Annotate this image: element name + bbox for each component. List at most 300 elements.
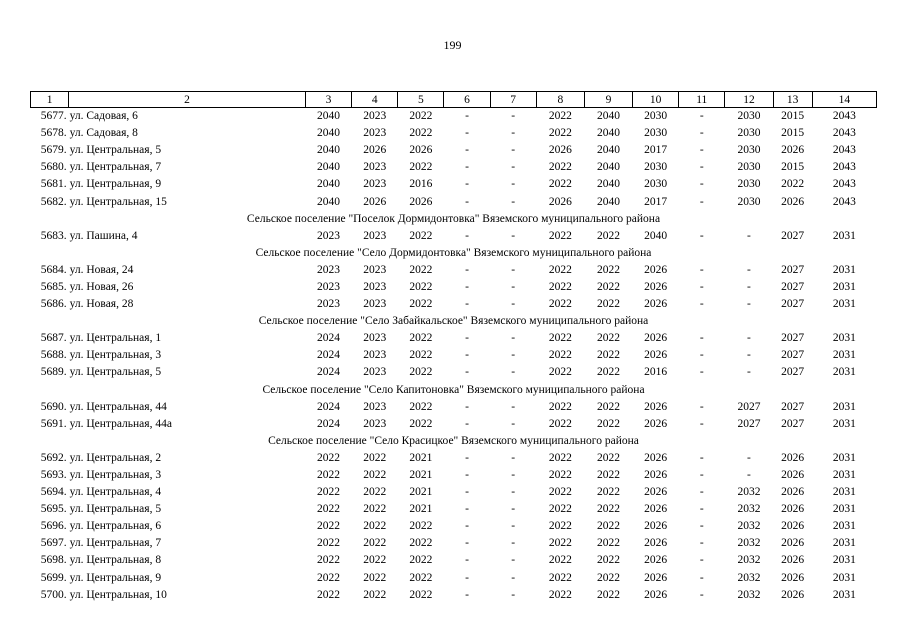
year-cell-col-11: -	[699, 366, 704, 379]
year-cell-col-9: 2040	[596, 144, 620, 157]
year-cell-col-5: 2022	[409, 366, 433, 379]
year-cell-col-14: 2031	[832, 588, 856, 601]
year-cell-col-12: 2032	[737, 503, 761, 516]
year-cell-col-6: -	[465, 520, 469, 533]
year-cell-col-9: 2022	[596, 451, 620, 464]
year-cell-col-14: 2031	[832, 298, 856, 311]
year-cell-col-9: 2022	[596, 503, 620, 516]
year-cell-col-14: 2031	[832, 486, 856, 499]
year-cell-col-6: -	[465, 298, 469, 311]
year-cell-col-11: -	[699, 332, 704, 345]
row-number: 5698.	[40, 554, 67, 567]
year-cell-col-14: 2043	[832, 195, 856, 208]
year-cell-col-11: -	[699, 588, 704, 601]
year-cell-col-4: 2022	[363, 588, 387, 601]
year-cell-col-12: 2032	[737, 537, 761, 550]
row-number: 5697.	[40, 537, 67, 550]
table-body	[31, 108, 877, 604]
year-cell-col-8: 2022	[548, 178, 572, 191]
year-cell-col-5: 2022	[409, 110, 433, 123]
year-cell-col-5: 2022	[409, 520, 433, 533]
year-cell-col-6: -	[465, 195, 469, 208]
year-cell-col-14: 2043	[832, 178, 856, 191]
year-cell-col-5: 2022	[409, 161, 433, 174]
year-cell-col-7: -	[511, 520, 516, 533]
year-cell-col-13: 2026	[781, 520, 805, 533]
year-cell-col-8: 2022	[548, 127, 572, 140]
year-cell-col-5: 2021	[409, 486, 433, 499]
address-cell: ул. Центральная, 15	[69, 195, 167, 208]
year-cell-col-6: -	[465, 280, 469, 293]
year-cell-col-6: -	[465, 571, 469, 584]
year-cell-col-6: -	[465, 588, 469, 601]
table-row	[31, 176, 877, 193]
address-cell: ул. Пашина, 4	[69, 229, 138, 242]
year-cell-col-12: 2030	[737, 110, 761, 123]
year-cell-col-13: 2015	[781, 110, 805, 123]
year-cell-col-13: 2027	[781, 298, 805, 311]
column-header-1: 1	[31, 92, 69, 108]
year-cell-col-13: 2027	[781, 417, 805, 430]
year-cell-col-7: -	[511, 417, 516, 430]
year-cell-col-10: 2026	[644, 503, 668, 516]
year-cell-col-14: 2031	[832, 520, 856, 533]
year-cell-col-7: -	[511, 127, 516, 140]
year-cell-col-14: 2031	[832, 554, 856, 567]
year-cell-col-11: -	[699, 229, 704, 242]
row-number: 5691.	[40, 417, 67, 430]
year-cell-col-3: 2040	[317, 161, 341, 174]
year-cell-col-9: 2022	[596, 349, 620, 362]
year-cell-col-7: -	[511, 195, 516, 208]
year-cell-col-8: 2022	[548, 280, 572, 293]
table-row	[31, 228, 877, 245]
year-cell-col-8: 2022	[548, 571, 572, 584]
year-cell-col-3: 2022	[317, 571, 341, 584]
table-row	[31, 587, 877, 604]
year-cell-col-14: 2031	[832, 503, 856, 516]
table-row	[31, 159, 877, 176]
row-number: 5683.	[40, 229, 67, 242]
section-title: Сельское поселение "Поселок Дормидонтовка" Вяземского муниципального района	[246, 212, 661, 225]
year-cell-col-7: -	[511, 588, 516, 601]
column-header-2: 2	[69, 92, 306, 108]
year-cell-col-8: 2022	[548, 298, 572, 311]
column-header-13: 13	[773, 92, 812, 108]
year-cell-col-14: 2031	[832, 280, 856, 293]
table-row	[31, 467, 877, 484]
year-cell-col-3: 2022	[317, 469, 341, 482]
address-cell: ул. Центральная, 3	[69, 349, 162, 362]
year-cell-col-9: 2022	[596, 588, 620, 601]
table-header	[31, 92, 877, 108]
year-cell-col-4: 2023	[363, 229, 387, 242]
table-row	[31, 552, 877, 569]
year-cell-col-12: 2032	[737, 571, 761, 584]
year-cell-col-8: 2022	[548, 366, 572, 379]
year-cell-col-14: 2031	[832, 332, 856, 345]
year-cell-col-5: 2022	[409, 400, 433, 413]
year-cell-col-9: 2040	[596, 178, 620, 191]
section-row	[31, 433, 877, 450]
year-cell-col-14: 2031	[832, 263, 856, 276]
year-cell-col-8: 2022	[548, 161, 572, 174]
year-cell-col-10: 2040	[644, 229, 668, 242]
column-header-12: 12	[725, 92, 773, 108]
year-cell-col-6: -	[465, 503, 469, 516]
year-cell-col-5: 2022	[409, 537, 433, 550]
year-cell-col-12: -	[747, 229, 751, 242]
year-cell-col-6: -	[465, 417, 469, 430]
year-cell-col-13: 2026	[781, 571, 805, 584]
year-cell-col-7: -	[511, 161, 516, 174]
table-row	[31, 364, 877, 381]
year-cell-col-4: 2026	[363, 195, 387, 208]
year-cell-col-6: -	[465, 161, 469, 174]
year-cell-col-4: 2022	[363, 469, 387, 482]
address-cell: ул. Центральная, 7	[69, 537, 162, 550]
row-number: 5680.	[40, 161, 67, 174]
year-cell-col-10: 2030	[644, 127, 668, 140]
year-cell-col-12: 2030	[737, 144, 761, 157]
year-cell-col-3: 2023	[317, 229, 341, 242]
year-cell-col-14: 2043	[832, 110, 856, 123]
year-cell-col-14: 2043	[832, 144, 856, 157]
year-cell-col-13: 2026	[781, 486, 805, 499]
year-cell-col-12: 2030	[737, 195, 761, 208]
section-row	[31, 382, 877, 399]
year-cell-col-11: -	[699, 127, 704, 140]
table-row	[31, 108, 877, 126]
year-cell-col-10: 2026	[644, 349, 668, 362]
row-number: 5679.	[40, 144, 67, 157]
year-cell-col-4: 2026	[363, 144, 387, 157]
year-cell-col-11: -	[699, 144, 704, 157]
year-cell-col-9: 2022	[596, 486, 620, 499]
year-cell-col-13: 2026	[781, 144, 805, 157]
address-cell: ул. Новая, 28	[69, 298, 134, 311]
year-cell-col-11: -	[699, 503, 704, 516]
year-cell-col-10: 2026	[644, 588, 668, 601]
year-cell-col-12: 2032	[737, 486, 761, 499]
address-cell: ул. Новая, 26	[69, 280, 134, 293]
header-row	[31, 92, 877, 108]
year-cell-col-3: 2022	[317, 520, 341, 533]
year-cell-col-12: 2030	[737, 161, 761, 174]
year-cell-col-6: -	[465, 486, 469, 499]
address-cell: ул. Центральная, 44	[69, 400, 167, 413]
column-header-9: 9	[584, 92, 632, 108]
year-cell-col-11: -	[699, 469, 704, 482]
year-cell-col-8: 2026	[548, 144, 572, 157]
year-cell-col-8: 2022	[548, 503, 572, 516]
year-cell-col-12: 2030	[737, 178, 761, 191]
year-cell-col-8: 2022	[548, 469, 572, 482]
year-cell-col-12: -	[747, 349, 751, 362]
year-cell-col-8: 2022	[548, 451, 572, 464]
table-row	[31, 330, 877, 347]
year-cell-col-8: 2022	[548, 417, 572, 430]
year-cell-col-14: 2031	[832, 537, 856, 550]
year-cell-col-5: 2022	[409, 263, 433, 276]
year-cell-col-4: 2023	[363, 110, 387, 123]
row-number: 5699.	[40, 571, 67, 584]
table-row	[31, 296, 877, 313]
year-cell-col-12: -	[747, 469, 751, 482]
year-cell-col-3: 2040	[317, 110, 341, 123]
table-row	[31, 450, 877, 467]
year-cell-col-3: 2023	[317, 263, 341, 276]
year-cell-col-9: 2040	[596, 161, 620, 174]
year-cell-col-7: -	[511, 571, 516, 584]
year-cell-col-11: -	[699, 178, 704, 191]
year-cell-col-7: -	[511, 469, 516, 482]
row-number: 5678.	[40, 127, 67, 140]
year-cell-col-11: -	[699, 451, 704, 464]
year-cell-col-7: -	[511, 229, 516, 242]
year-cell-col-10: 2026	[644, 469, 668, 482]
address-cell: ул. Центральная, 2	[69, 451, 162, 464]
row-number: 5692.	[40, 451, 67, 464]
year-cell-col-12: 2027	[737, 417, 761, 430]
year-cell-col-13: 2015	[781, 127, 805, 140]
year-cell-col-5: 2021	[409, 503, 433, 516]
year-cell-col-6: -	[465, 554, 469, 567]
year-cell-col-4: 2023	[363, 280, 387, 293]
address-cell: ул. Центральная, 3	[69, 469, 162, 482]
year-cell-col-12: -	[747, 298, 751, 311]
column-header-10: 10	[633, 92, 679, 108]
year-cell-col-14: 2043	[832, 161, 856, 174]
register-table	[30, 91, 877, 604]
column-header-5: 5	[398, 92, 444, 108]
address-cell: ул. Центральная, 1	[69, 332, 162, 345]
year-cell-col-10: 2017	[644, 144, 668, 157]
year-cell-col-8: 2026	[548, 195, 572, 208]
year-cell-col-14: 2043	[832, 127, 856, 140]
address-cell: ул. Центральная, 8	[69, 554, 162, 567]
year-cell-col-3: 2022	[317, 451, 341, 464]
year-cell-col-9: 2022	[596, 400, 620, 413]
row-number: 5687.	[40, 332, 67, 345]
year-cell-col-5: 2016	[409, 178, 433, 191]
address-cell: ул. Центральная, 7	[69, 161, 162, 174]
year-cell-col-7: -	[511, 451, 516, 464]
table-row	[31, 501, 877, 518]
year-cell-col-8: 2022	[548, 263, 572, 276]
year-cell-col-4: 2023	[363, 178, 387, 191]
year-cell-col-7: -	[511, 366, 516, 379]
row-number: 5693.	[40, 469, 67, 482]
year-cell-col-14: 2031	[832, 400, 856, 413]
table-row	[31, 262, 877, 279]
year-cell-col-7: -	[511, 298, 516, 311]
year-cell-col-13: 2015	[781, 161, 805, 174]
year-cell-col-8: 2022	[548, 520, 572, 533]
address-cell: ул. Садовая, 6	[69, 110, 138, 123]
year-cell-col-3: 2040	[317, 127, 341, 140]
year-cell-col-13: 2027	[781, 366, 805, 379]
year-cell-col-4: 2022	[363, 451, 387, 464]
year-cell-col-3: 2024	[317, 332, 341, 345]
column-header-6: 6	[444, 92, 490, 108]
year-cell-col-5: 2022	[409, 417, 433, 430]
table-row	[31, 535, 877, 552]
year-cell-col-12: -	[747, 332, 751, 345]
year-cell-col-7: -	[511, 263, 516, 276]
row-number: 5690.	[40, 400, 67, 413]
column-header-7: 7	[490, 92, 536, 108]
row-number: 5681.	[40, 178, 67, 191]
year-cell-col-8: 2022	[548, 554, 572, 567]
year-cell-col-4: 2023	[363, 298, 387, 311]
year-cell-col-9: 2022	[596, 469, 620, 482]
year-cell-col-10: 2026	[644, 298, 668, 311]
year-cell-col-10: 2026	[644, 417, 668, 430]
year-cell-col-13: 2022	[781, 178, 805, 191]
year-cell-col-11: -	[699, 349, 704, 362]
address-cell: ул. Центральная, 5	[69, 503, 162, 516]
year-cell-col-8: 2022	[548, 349, 572, 362]
year-cell-col-12: -	[747, 366, 751, 379]
year-cell-col-5: 2022	[409, 571, 433, 584]
column-header-4: 4	[352, 92, 398, 108]
table-row	[31, 416, 877, 433]
year-cell-col-11: -	[699, 537, 704, 550]
year-cell-col-6: -	[465, 469, 469, 482]
year-cell-col-6: -	[465, 110, 469, 123]
address-cell: ул. Центральная, 4	[69, 486, 162, 499]
table-row	[31, 193, 877, 210]
year-cell-col-14: 2031	[832, 366, 856, 379]
year-cell-col-3: 2022	[317, 486, 341, 499]
year-cell-col-5: 2022	[409, 554, 433, 567]
year-cell-col-3: 2040	[317, 178, 341, 191]
row-number: 5677.	[40, 110, 67, 123]
table-row	[31, 399, 877, 416]
year-cell-col-11: -	[699, 263, 704, 276]
year-cell-col-14: 2031	[832, 451, 856, 464]
year-cell-col-3: 2024	[317, 400, 341, 413]
year-cell-col-4: 2022	[363, 520, 387, 533]
address-cell: ул. Центральная, 5	[69, 366, 162, 379]
row-number: 5696.	[40, 520, 67, 533]
year-cell-col-11: -	[699, 298, 704, 311]
year-cell-col-4: 2023	[363, 332, 387, 345]
column-header-8: 8	[536, 92, 584, 108]
table-row	[31, 570, 877, 587]
year-cell-col-9: 2040	[596, 127, 620, 140]
year-cell-col-6: -	[465, 400, 469, 413]
year-cell-col-3: 2022	[317, 503, 341, 516]
year-cell-col-12: 2032	[737, 588, 761, 601]
year-cell-col-11: -	[699, 280, 704, 293]
year-cell-col-6: -	[465, 229, 469, 242]
year-cell-col-7: -	[511, 178, 516, 191]
year-cell-col-6: -	[465, 366, 469, 379]
column-header-11: 11	[679, 92, 725, 108]
table-row	[31, 125, 877, 142]
row-number: 5684.	[40, 263, 67, 276]
year-cell-col-9: 2040	[596, 110, 620, 123]
table-row	[31, 518, 877, 535]
year-cell-col-14: 2031	[832, 417, 856, 430]
year-cell-col-7: -	[511, 280, 516, 293]
year-cell-col-11: -	[699, 417, 704, 430]
year-cell-col-3: 2024	[317, 417, 341, 430]
year-cell-col-11: -	[699, 161, 704, 174]
year-cell-col-14: 2031	[832, 571, 856, 584]
year-cell-col-6: -	[465, 144, 469, 157]
year-cell-col-9: 2022	[596, 520, 620, 533]
address-cell: ул. Новая, 24	[69, 263, 134, 276]
row-number: 5688.	[40, 349, 67, 362]
year-cell-col-10: 2030	[644, 110, 668, 123]
year-cell-col-4: 2022	[363, 554, 387, 567]
year-cell-col-3: 2023	[317, 298, 341, 311]
year-cell-col-5: 2021	[409, 451, 433, 464]
year-cell-col-12: -	[747, 263, 751, 276]
year-cell-col-7: -	[511, 349, 516, 362]
year-cell-col-9: 2022	[596, 298, 620, 311]
year-cell-col-13: 2026	[781, 195, 805, 208]
year-cell-col-12: 2032	[737, 554, 761, 567]
year-cell-col-9: 2040	[596, 195, 620, 208]
year-cell-col-10: 2026	[644, 263, 668, 276]
section-title: Сельское поселение "Село Капитоновка" Вяземского муниципального района	[262, 383, 645, 396]
year-cell-col-13: 2027	[781, 349, 805, 362]
year-cell-col-5: 2022	[409, 280, 433, 293]
year-cell-col-4: 2023	[363, 417, 387, 430]
row-number: 5689.	[40, 366, 67, 379]
section-row	[31, 313, 877, 330]
year-cell-col-10: 2026	[644, 520, 668, 533]
address-cell: ул. Центральная, 6	[69, 520, 162, 533]
year-cell-col-10: 2026	[644, 280, 668, 293]
year-cell-col-9: 2022	[596, 537, 620, 550]
year-cell-col-7: -	[511, 332, 516, 345]
year-cell-col-4: 2023	[363, 366, 387, 379]
year-cell-col-9: 2022	[596, 280, 620, 293]
section-row	[31, 245, 877, 262]
year-cell-col-7: -	[511, 144, 516, 157]
year-cell-col-5: 2022	[409, 349, 433, 362]
address-cell: ул. Садовая, 8	[69, 127, 138, 140]
year-cell-col-6: -	[465, 127, 469, 140]
year-cell-col-10: 2017	[644, 195, 668, 208]
row-number: 5694.	[40, 486, 67, 499]
year-cell-col-4: 2022	[363, 486, 387, 499]
year-cell-col-7: -	[511, 537, 516, 550]
address-cell: ул. Центральная, 9	[69, 571, 162, 584]
year-cell-col-10: 2030	[644, 161, 668, 174]
year-cell-col-13: 2027	[781, 263, 805, 276]
address-cell: ул. Центральная, 44а	[69, 417, 172, 430]
address-cell: ул. Центральная, 10	[69, 588, 167, 601]
year-cell-col-13: 2027	[781, 280, 805, 293]
year-cell-col-4: 2023	[363, 161, 387, 174]
year-cell-col-6: -	[465, 451, 469, 464]
row-number: 5700.	[40, 588, 67, 601]
year-cell-col-7: -	[511, 503, 516, 516]
year-cell-col-3: 2040	[317, 195, 341, 208]
year-cell-col-14: 2031	[832, 229, 856, 242]
year-cell-col-12: -	[747, 280, 751, 293]
year-cell-col-10: 2030	[644, 178, 668, 191]
year-cell-col-13: 2026	[781, 469, 805, 482]
year-cell-col-4: 2022	[363, 503, 387, 516]
section-title: Сельское поселение "Село Красицкое" Вяземского муниципального района	[268, 434, 639, 447]
